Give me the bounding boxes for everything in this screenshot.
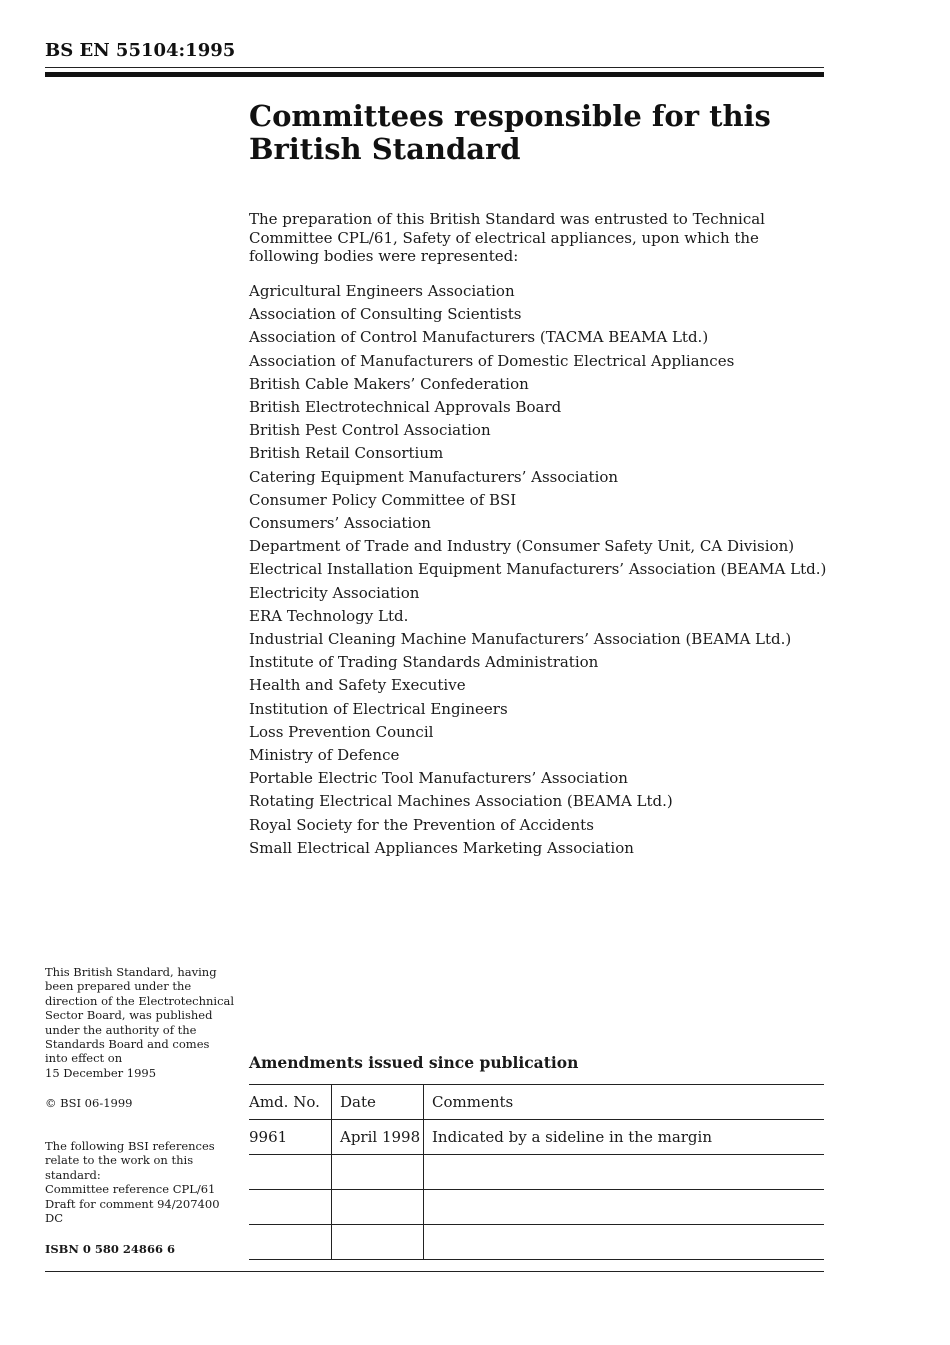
note-line: The following BSI references bbox=[45, 1139, 215, 1153]
list-item: Rotating Electrical Machines Association (BEAMA Ltd.) bbox=[249, 792, 673, 811]
table-cell: Indicated by a sideline in the margin bbox=[424, 1120, 825, 1155]
column-header: Comments bbox=[424, 1085, 825, 1120]
amendments-table bbox=[249, 1084, 824, 1260]
list-item: Health and Safety Executive bbox=[249, 676, 466, 695]
list-item: Association of Control Manufacturers (TACMA BEAMA Ltd.) bbox=[249, 328, 709, 347]
document-id: BS EN 55104:1995 bbox=[45, 40, 236, 61]
note-line: been prepared under the bbox=[45, 979, 192, 994]
isbn: ISBN 0 580 24866 6 bbox=[45, 1242, 175, 1256]
page-title: Committees responsible for this British Standard bbox=[249, 99, 771, 166]
list-item: Catering Equipment Manufacturers’ Association bbox=[249, 467, 619, 486]
table-cell bbox=[332, 1155, 424, 1190]
table-cell bbox=[249, 1225, 332, 1260]
list-item: Association of Manufacturers of Domestic Electrical Appliances bbox=[249, 351, 735, 370]
note-line: This British Standard, having bbox=[45, 965, 217, 979]
list-item: Ministry of Defence bbox=[249, 746, 400, 765]
table-row bbox=[249, 1155, 824, 1190]
table-cell bbox=[424, 1190, 825, 1225]
note-line: Committee reference CPL/61 bbox=[45, 1182, 216, 1197]
table-row bbox=[249, 1190, 824, 1225]
list-item: Portable Electric Tool Manufacturers’ Association bbox=[249, 769, 628, 788]
header-rule-thin bbox=[45, 67, 824, 68]
list-item: Electricity Association bbox=[249, 583, 420, 602]
note-line: 15 December 1995 bbox=[45, 1065, 157, 1080]
table-cell bbox=[249, 1155, 332, 1190]
table-cell bbox=[332, 1225, 424, 1260]
list-item: Small Electrical Appliances Marketing Association bbox=[249, 838, 634, 857]
note-line: Sector Board, was published bbox=[45, 1008, 213, 1023]
list-item: Industrial Cleaning Machine Manufacturers’ Association (BEAMA Ltd.) bbox=[249, 630, 792, 649]
copyright-note: © BSI 06-1999 bbox=[45, 1096, 133, 1110]
list-item: Agricultural Engineers Association bbox=[249, 282, 515, 300]
note-line: standard: bbox=[45, 1167, 101, 1182]
table-cell: April 1998 bbox=[332, 1120, 424, 1155]
footer-rule bbox=[45, 1271, 824, 1272]
list-item: Royal Society for the Prevention of Accidents bbox=[249, 815, 594, 834]
note-line: direction of the Electrotechnical bbox=[45, 993, 235, 1008]
list-item: British Retail Consortium bbox=[249, 444, 444, 463]
list-item: ERA Technology Ltd. bbox=[249, 606, 409, 625]
table-row bbox=[249, 1225, 824, 1260]
list-item: Loss Prevention Council bbox=[249, 722, 434, 741]
table-cell bbox=[332, 1190, 424, 1225]
publication-note bbox=[45, 965, 240, 1080]
amendments-header-row bbox=[249, 1085, 824, 1120]
list-item: British Cable Makers’ Confederation bbox=[249, 374, 529, 393]
note-line: into effect on bbox=[45, 1051, 123, 1066]
list-item: Institution of Electrical Engineers bbox=[249, 699, 508, 718]
table-cell: 9961 bbox=[249, 1120, 332, 1155]
table-row bbox=[249, 1120, 824, 1155]
note-line: Standards Board and comes bbox=[45, 1037, 210, 1052]
list-item: Consumer Policy Committee of BSI bbox=[249, 490, 517, 509]
column-header: Amd. No. bbox=[249, 1085, 332, 1120]
note-line: relate to the work on this bbox=[45, 1153, 194, 1168]
table-cell bbox=[424, 1225, 825, 1260]
list-item: British Electrotechnical Approvals Board bbox=[249, 398, 562, 417]
note-line: under the authority of the bbox=[45, 1022, 197, 1037]
list-item: Consumers’ Association bbox=[249, 514, 431, 533]
list-item: Electrical Installation Equipment Manufacturers’ Association (BEAMA Ltd.) bbox=[249, 560, 827, 579]
table-cell bbox=[424, 1155, 825, 1190]
bsi-references-note bbox=[45, 1139, 240, 1225]
note-line: Draft for comment 94/207400 DC bbox=[45, 1196, 220, 1226]
column-header: Date bbox=[332, 1085, 424, 1120]
list-item: Institute of Trading Standards Administration bbox=[249, 653, 599, 672]
list-item: British Pest Control Association bbox=[249, 421, 491, 440]
table-cell bbox=[249, 1190, 332, 1225]
amendments-heading: Amendments issued since publication bbox=[249, 1053, 579, 1072]
header-rule-thick bbox=[45, 72, 824, 77]
list-item: Association of Consulting Scientists bbox=[249, 305, 522, 324]
intro-paragraph: The preparation of this British Standard was entrusted to Technical Committee CPL/61, Safety of electrical appliances, upon which the following bodies were represented: bbox=[249, 210, 765, 265]
list-item: Department of Trade and Industry (Consumer Safety Unit, CA Division) bbox=[249, 537, 795, 556]
represented-bodies-list bbox=[249, 280, 826, 860]
